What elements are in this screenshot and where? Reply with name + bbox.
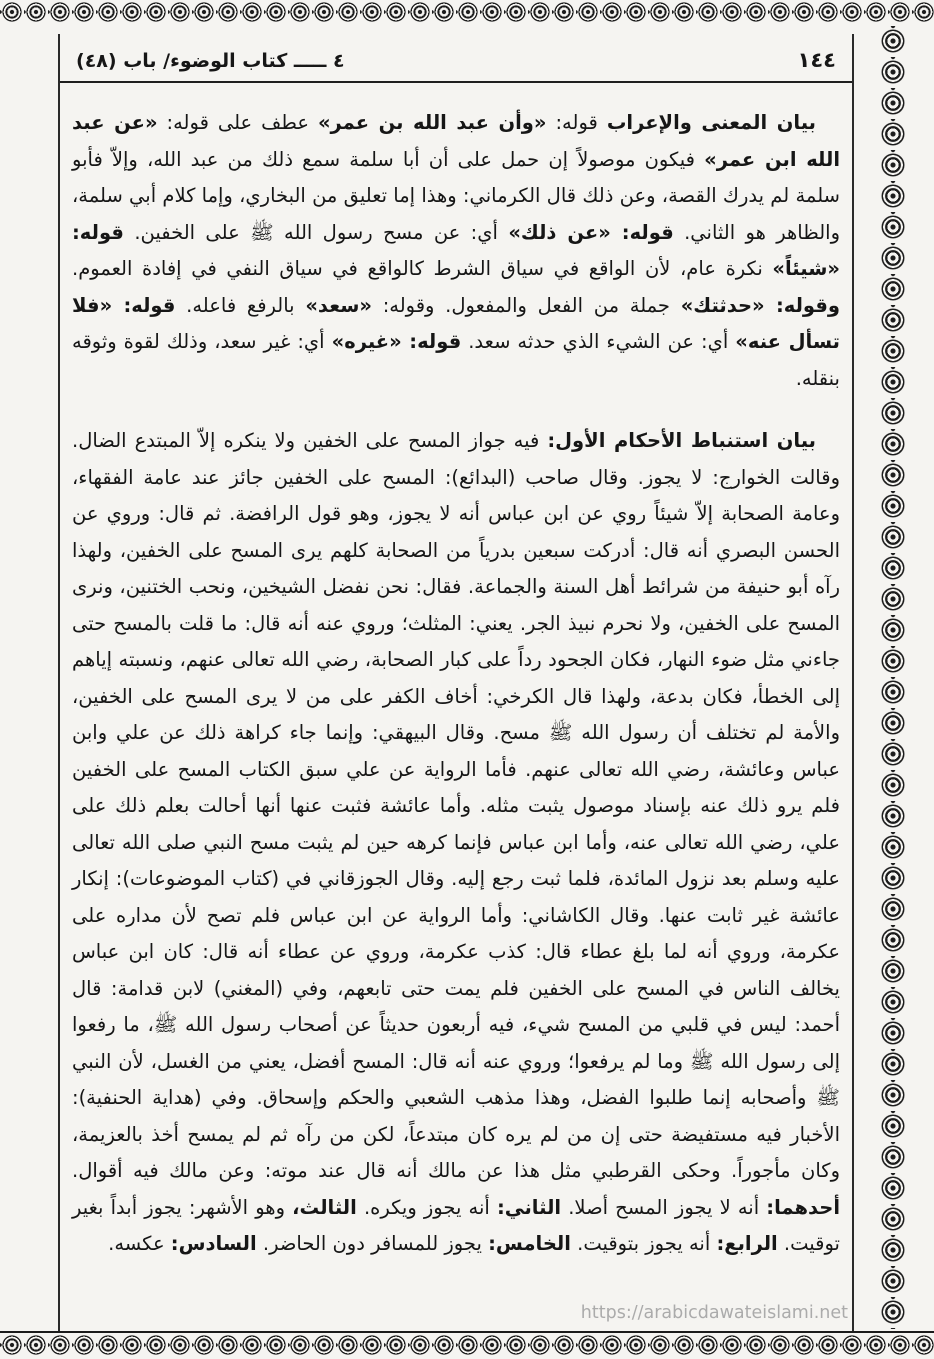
- bold-run: الثاني:: [496, 1195, 562, 1219]
- text-run: فيه جواز المسح على الخفين ولا ينكره إلاّ المبتدع الضال. وقالت الخوارج: لا يجوز. وقال صاحب (البدائع): المسح على الخفين جائز عند عامة الفقهاء، وعامة الصحابة إلاّ شيئاً روي عن ابن عباس أنه لا يجوز، وهو قول الرافضة. ثم قال: وروي عن الحسن البصري أنه قال: أدركت سبعين بدرياً من الصحابة كلهم يرى المسح على الخفين، ولهذا رآه أبو حنيفة من شرائط أهل السنة والجماعة. فقال: نحن نفضل الشيخين، ونحب الختنين، ونرى المسح على الخفين، ولا نحرم نبيذ الجر. يعني: المثلث؛ وروي عنه أنه قال: ما قلت بالمسح حتى جاءني مثل ضوء النهار، فكان الجحود رداً على كبار الصحابة، رضي الله تعالى عنهم، ونسبته إياهم إلى الخطأ، فكان بدعة، ولهذا قال الكرخي: أخاف الكفر على من لا يرى المسح على الخفين، والأمة لم تختلف أن رسول الله ﷺ مسح. وقال البيهقي: وإنما جاء كراهة ذلك عن علي وابن عباس وعائشة، رضي الله تعالى عنهم. فأما الرواية عن علي سبق الكتاب المسح على الخفين فلم يرو ذلك عنه بإسناد موصول يثبت مثله. وأما عائشة فثبت عنها أنها أحالت بعلم ذلك على علي، رضي الله تعالى عنه، وأما ابن عباس فإنما كرهه حين لم يثبت مسح النبي صلى الله تعالى عليه وسلم بعد نزول المائدة، فلما ثبت رجع إليه. وقال الجوزقاني في (كتاب الموضوعات): إنكار عائشة غير ثابت عنها. وقال الكاشاني: وأما الرواية عن ابن عباس فلم تصح لأن مداره على عكرمة، وروي أنه لما بلغ عطاء قال: كذب عكرمة، وروي عن عطاء أنه قال: كان ابن عباس يخالف الناس في المسح على الخفين فلم يمت حتى تابعهم، وفي (المغني) لابن قدامة: قال أحمد: ليس في قلبي من المسح شيء، فيه أربعون حديثاً عن أصحاب رسول الله ﷺ، ما رفعوا إلى رسول الله ﷺ وما لم يرفعوا؛ وروي عنه أنه قال: المسح أفضل، يعني من الغسل، لأن النبي ﷺ وأصحابه إنما طلبوا الفضل، وهذا مذهب الشعبي والحكم وإسحاق. وفي (هداية الحنفية): الأخبار فيه مستفيضة حتى إن من لم يره كان مبتدعاً، لكن من رآه ثم لم يمسح أخذ بالعزيمة، وكان مأجوراً. وحكى القرطبي مثل هذا عن مالك أنه قال عند موته: وعن مالك فيه أقوال.: [72, 429, 840, 1182]
- paragraph: [72, 105, 840, 397]
- text-run: عكسه.: [108, 1232, 171, 1255]
- text-run: جملة من الفعل والمفعول. وقوله:: [371, 293, 681, 317]
- text-run: يجوز للمسافر دون الحاضر.: [256, 1232, 489, 1255]
- bold-run: قوله: «شيئاً»: [72, 220, 840, 280]
- text-run: وهو الأشهر: يجوز أبداً بغير توقيت.: [72, 1195, 840, 1255]
- text-run: أنه يجوز بتوقيت.: [570, 1232, 717, 1255]
- text-run: أي: عن مسح رسول الله ﷺ على الخفين.: [123, 220, 509, 244]
- bold-run: «عن عبد الله ابن عمر»: [72, 111, 841, 171]
- bold-run: قوله: «فلا تسأل عنه»: [72, 293, 840, 353]
- text-run: بالرفع فاعله.: [175, 293, 306, 317]
- chapter-title: ٤ ـــــ كتاب الوضوء/ باب (٤٨): [76, 50, 345, 72]
- text-run: أنه يجوز ويكره.: [356, 1195, 497, 1219]
- bold-run: قوله: «عن ذلك»: [508, 220, 674, 244]
- bold-run: الرابع:: [716, 1232, 778, 1255]
- ornamental-border-top: [0, 0, 934, 24]
- ornamental-border-bottom: [0, 1331, 934, 1359]
- bold-run: الخامس:: [488, 1232, 571, 1255]
- text-run: عطف على قوله:: [157, 111, 318, 134]
- page-header: [60, 34, 852, 83]
- watermark: https://arabicdawateislami.net: [580, 1303, 848, 1323]
- bold-run: قوله: «غيره»: [331, 330, 462, 353]
- bold-run: الثالث،: [292, 1195, 357, 1219]
- text-frame: [58, 34, 854, 1331]
- bold-run: بيان استنباط الأحكام الأول:: [547, 429, 817, 452]
- text-run: قوله:: [546, 111, 607, 134]
- text-run: أي: عن الشيء الذي حدثه سعد.: [461, 330, 736, 353]
- text-run: نكرة عام، لأن الواقع في سياق الشرط كالواقع في سياق النفي في إفادة العموم.: [72, 257, 773, 280]
- text-run: أنه لا يجوز المسح أصلا.: [561, 1195, 767, 1219]
- text-run: أي: غير سعد، وذلك لقوة وثوقه بنقله.: [72, 330, 840, 390]
- bold-run: «سعد»: [305, 293, 372, 317]
- ornamental-border-right: [870, 26, 916, 1329]
- bold-run: بيان المعنى والإعراب: [606, 111, 816, 134]
- paragraph: [72, 423, 840, 1263]
- body-text: [60, 83, 852, 1263]
- bold-run: السادس:: [170, 1232, 257, 1255]
- text-run: فيكون موصولاً إن حمل على أن أبا سلمة سمع ذلك من عبد الله، وإلاّ فأبو سلمة لم يدرك القصة، وعن ذلك قال الكرماني: وهذا إما تعليق من البخاري، وإما كلام أبي سلمة، والظاهر هو الثاني.: [72, 147, 840, 244]
- page-number: ١٤٤: [797, 48, 836, 72]
- bold-run: أحدهما:: [766, 1195, 840, 1219]
- bold-run: وقوله: «حدثتك»: [680, 293, 841, 317]
- bold-run: «وأن عبد الله بن عمر»: [317, 111, 547, 134]
